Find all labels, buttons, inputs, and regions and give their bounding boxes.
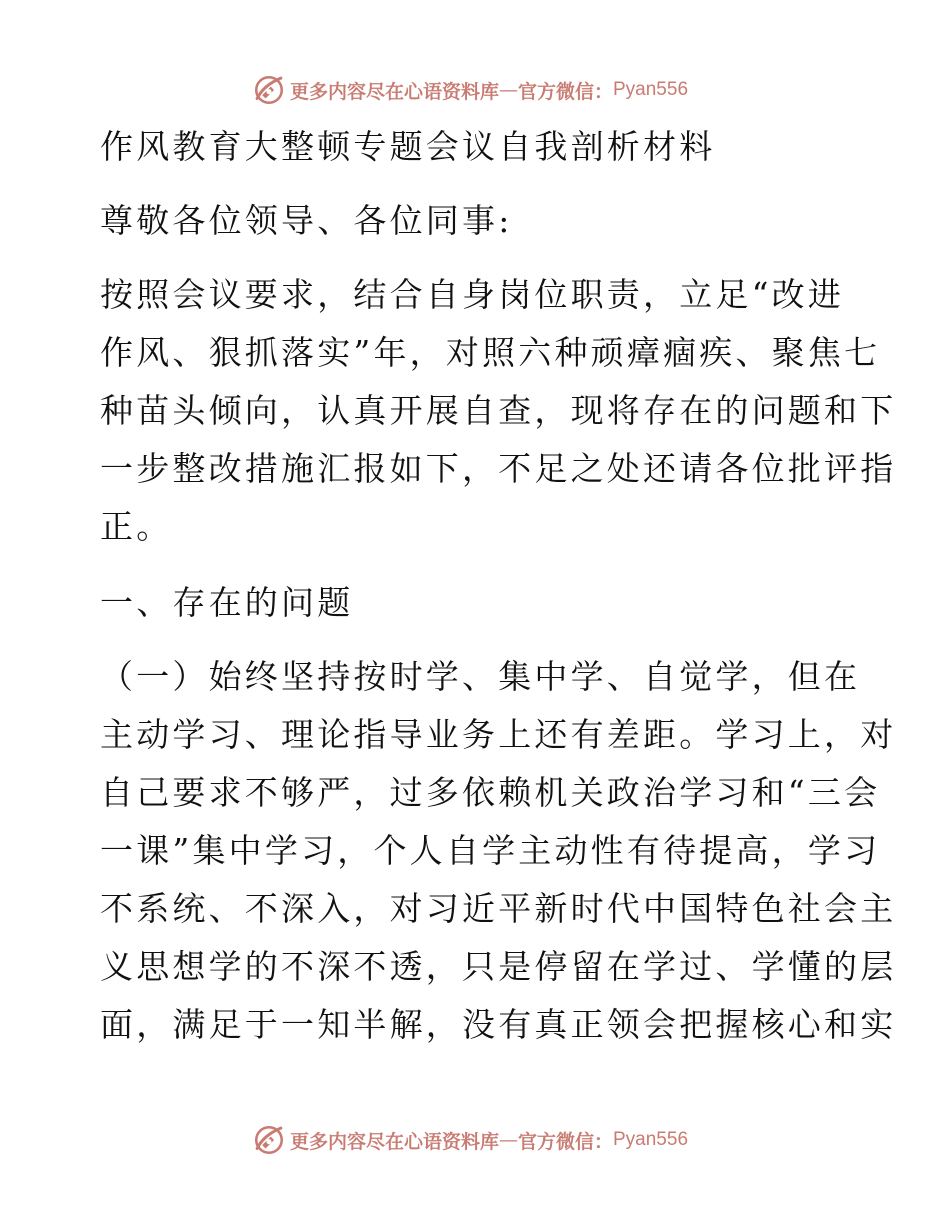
- paragraph-line: 义思想学的不深不透，只是停留在学过、学懂的层: [100, 947, 897, 986]
- watermark-separator: —: [498, 79, 518, 101]
- paragraph-line: 不系统、不深入，对习近平新时代中国特色社会主: [100, 889, 897, 928]
- paragraph-line: （一）始终坚持按时学、集中学、自觉学，但在: [100, 657, 861, 696]
- paragraph-line: 正。: [100, 507, 173, 546]
- paragraph-line: 一课”集中学习，个人自学主动性有待提高，学习: [100, 831, 881, 870]
- paragraph-line: 一步整改措施汇报如下，不足之处还请各位批评指: [100, 449, 897, 488]
- pen-logo-icon: [252, 1123, 286, 1157]
- paragraph-line: 面，满足于一知半解，没有真正领会把握核心和实: [100, 1005, 897, 1044]
- watermark-text: 更多内容尽在心语资料库: [289, 80, 499, 103]
- pen-logo-icon: [252, 73, 286, 107]
- watermark-id: Pyan556: [613, 79, 689, 100]
- paragraph-line: 主动学习、理论指导业务上还有差距。学习上，对: [100, 715, 897, 754]
- header-watermark: [0, 70, 950, 110]
- footer-watermark: [0, 1120, 950, 1160]
- section-heading: 一、存在的问题: [100, 583, 354, 622]
- paragraph-line: 作风、狠抓落实”年，对照六种顽瘴痼疾、聚焦七: [100, 333, 881, 372]
- watermark-text: 更多内容尽在心语资料库: [289, 1130, 499, 1153]
- watermark-label: 官方微信：: [517, 1130, 613, 1153]
- paragraph-line: 种苗头倾向，认真开展自查，现将存在的问题和下: [100, 391, 897, 430]
- watermark-label: 官方微信：: [517, 80, 613, 103]
- paragraph-line: 按照会议要求，结合自身岗位职责，立足“改进: [100, 275, 845, 314]
- watermark-separator: —: [498, 1129, 518, 1151]
- paragraph-line: 自己要求不够严，过多依赖机关政治学习和“三会: [100, 773, 881, 812]
- salutation: 尊敬各位领导、各位同事:: [100, 201, 513, 240]
- document-title: 作风教育大整顿专题会议自我剖析材料: [100, 127, 716, 166]
- watermark-id: Pyan556: [613, 1129, 689, 1150]
